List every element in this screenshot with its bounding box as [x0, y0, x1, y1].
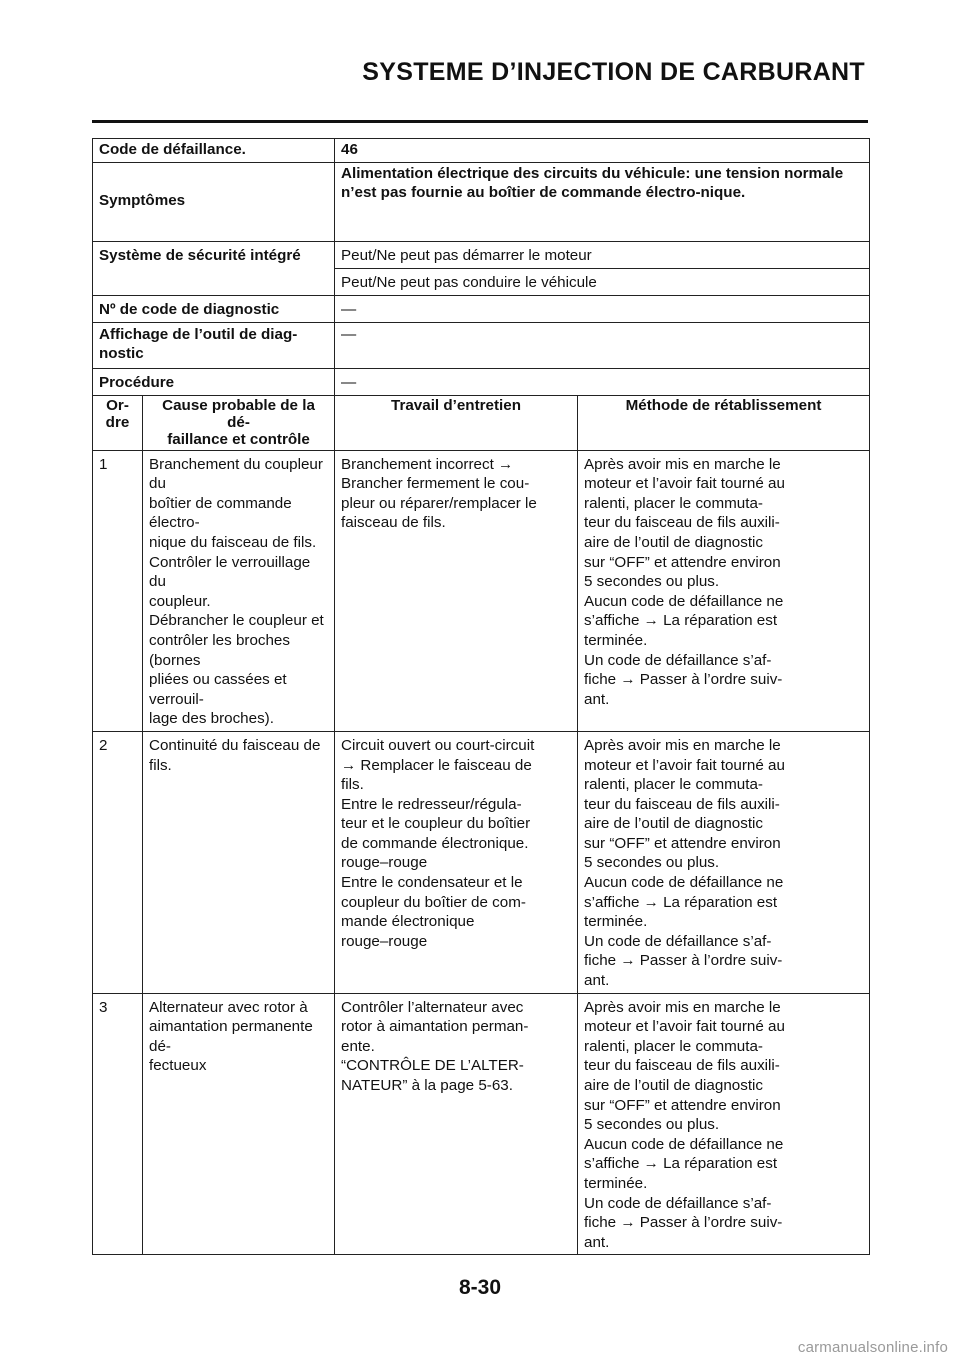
tool-display-label: Affichage de l’outil de diag-nostic [93, 322, 335, 368]
row-work: Contrôler l’alternateur avec rotor à aimantation perman- ente. “CONTRÔLE DE L’ALTER- NATEUR” à la page 5-63. [335, 993, 578, 1255]
row-order: 2 [93, 731, 143, 993]
page-number: 8-30 [458, 1276, 502, 1299]
row-method: Après avoir mis en marche le moteur et l’avoir fait tourné au ralenti, placer le commuta- teur du faisceau de fils auxili- aire de l’outil de diagnostic sur “OFF” et attendre environ 5 secondes ou plus. Aucun code de défaillance ne s’affiche → La réparation est terminée. Un code de défaillance s’af- fiche → Passer à l’ordre suiv- ant. [578, 450, 870, 731]
watermark: carmanualsonline.info [797, 1339, 948, 1356]
fault-code-label: Code de défaillance. [93, 139, 335, 163]
row-cause: Branchement du coupleur du boîtier de commande électro- nique du faisceau de fils. Contrôler le verrouillage du coupleur. Débrancher le coupleur et contrôler les broches (bornes pliées ou cassées et verrouil- lage des broches). [143, 450, 335, 731]
row-diag-code [93, 295, 870, 322]
table-row [93, 993, 870, 1255]
row-work: Circuit ouvert ou court-circuit → Remplacer le faisceau de fils. Entre le redresseur/régula- teur et le coupleur du boîtier de commande électronique. rouge–rouge Entre le condensateur et le coupleur du boîtier de com- mande électronique rouge–rouge [335, 731, 578, 993]
row-method: Après avoir mis en marche le moteur et l’avoir fait tourné au ralenti, placer le commuta- teur du faisceau de fils auxili- aire de l’outil de diagnostic sur “OFF” et attendre environ 5 secondes ou plus. Aucun code de défaillance ne s’affiche → La réparation est terminée. Un code de défaillance s’af- fiche → Passer à l’ordre suiv- ant. [578, 993, 870, 1255]
row-cause: Continuité du faisceau de fils. [143, 731, 335, 993]
fault-code-value: 46 [335, 139, 870, 163]
row-safety-1 [93, 241, 870, 268]
header-divider [92, 120, 868, 123]
symptoms-label: Symptômes [93, 162, 335, 241]
row-cause: Alternateur avec rotor à aimantation permanente dé- fectueux [143, 993, 335, 1255]
column-header-work: Travail d’entretien [335, 395, 578, 450]
diag-code-value: — [335, 295, 870, 322]
column-header-cause: Cause probable de la dé- faillance et contrôle [143, 395, 335, 450]
column-header-method: Méthode de rétablissement [578, 395, 870, 450]
row-order: 3 [93, 993, 143, 1255]
fault-code-table [92, 138, 870, 1255]
table-row [93, 450, 870, 731]
safety-value-start: Peut/Ne peut pas démarrer le moteur [335, 241, 870, 268]
row-method: Après avoir mis en marche le moteur et l’avoir fait tourné au ralenti, placer le commuta- teur du faisceau de fils auxili- aire de l’outil de diagnostic sur “OFF” et attendre environ 5 secondes ou plus. Aucun code de défaillance ne s’affiche → La réparation est terminée. Un code de défaillance s’af- fiche → Passer à l’ordre suiv- ant. [578, 731, 870, 993]
safety-system-label: Système de sécurité intégré [93, 241, 335, 295]
row-symptoms [93, 162, 870, 241]
column-header-order: Or- dre [93, 395, 143, 450]
procedure-value: — [335, 368, 870, 395]
row-tool-display [93, 322, 870, 368]
symptoms-value: Alimentation électrique des circuits du véhicule: une tension normale n’est pas fournie au boîtier de commande électro-nique. [335, 162, 870, 241]
page-title: SYSTEME D’INJECTION DE CARBURANT [362, 58, 865, 86]
row-work: Branchement incorrect → Brancher fermement le cou- pleur ou réparer/remplacer le faisceau de fils. [335, 450, 578, 731]
safety-value-drive: Peut/Ne peut pas conduire le véhicule [335, 268, 870, 295]
procedure-label: Procédure [93, 368, 335, 395]
row-fault-code [93, 139, 870, 163]
diag-code-label: Nº de code de diagnostic [93, 295, 335, 322]
column-header-row [93, 395, 870, 450]
tool-display-value: — [335, 322, 870, 368]
row-procedure [93, 368, 870, 395]
table-row [93, 731, 870, 993]
row-order: 1 [93, 450, 143, 731]
